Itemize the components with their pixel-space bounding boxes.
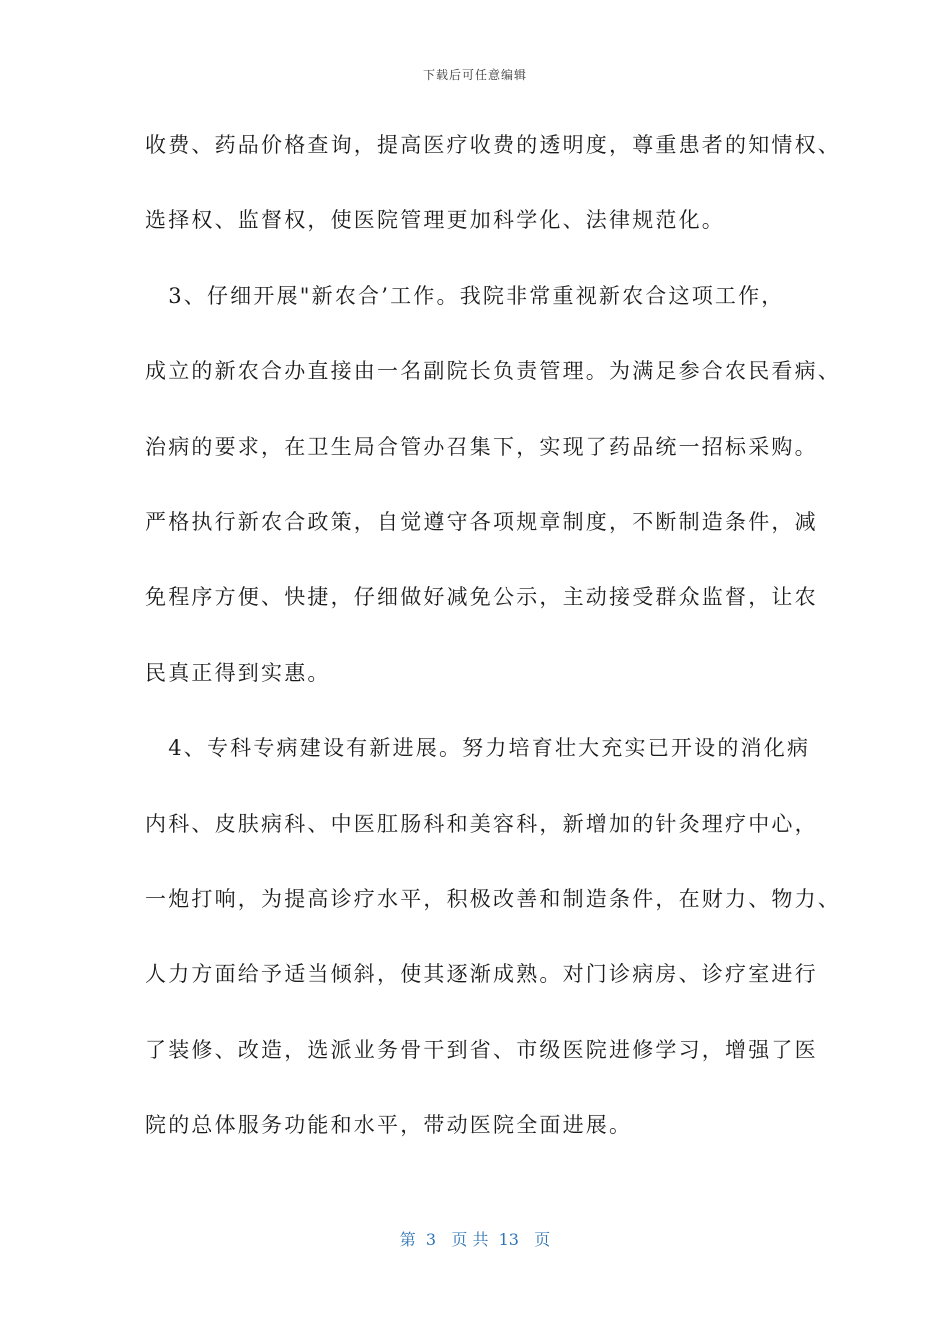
text-line: 严格执行新农合政策，自觉遵守各项规章制度，不断制造条件，减 bbox=[145, 509, 818, 534]
text-line: 3、仔细开展"新农合’工作。我院非常重视新农合这项工作， bbox=[145, 283, 785, 308]
page-number-footer: 第 3 页 共 13 页 bbox=[399, 1230, 551, 1249]
text-line: 治病的要求，在卫生局合管办召集下，实现了药品统一招标采购。 bbox=[145, 434, 818, 459]
text-line: 免程序方便、快捷，仔细做好减免公示，主动接受群众监督，让农 bbox=[145, 585, 818, 610]
text-line: 内科、皮肤病科、中医肛肠科和美容科，新增加的针灸理疗中心， bbox=[145, 811, 818, 836]
document-body bbox=[145, 122, 841, 1177]
text-line: 人力方面给予适当倾斜，使其逐渐成熟。对门诊病房、诊疗室进行 bbox=[145, 962, 818, 987]
text-line: 4、专科专病建设有新进展。努力培育壮大充实已开设的消化病 bbox=[145, 736, 811, 761]
text-line: 选择权、监督权，使医院管理更加科学化、法律规范化。 bbox=[145, 208, 725, 233]
text-line: 了装修、改造，选派业务骨干到省、市级医院进修学习，增强了医 bbox=[145, 1037, 818, 1062]
text-line: 一炮打响，为提高诊疗水平，积极改善和制造条件，在财力、物力、 bbox=[145, 886, 841, 911]
text-line: 成立的新农合办直接由一名副院长负责管理。为满足参合农民看病、 bbox=[145, 359, 841, 384]
text-line: 民真正得到实惠。 bbox=[145, 660, 331, 685]
text-line: 院的总体服务功能和水平，带动医院全面进展。 bbox=[145, 1113, 633, 1138]
page-header-note: 下载后可任意编辑 bbox=[422, 68, 527, 82]
text-line: 收费、药品价格查询，提高医疗收费的透明度，尊重患者的知情权、 bbox=[145, 133, 841, 157]
